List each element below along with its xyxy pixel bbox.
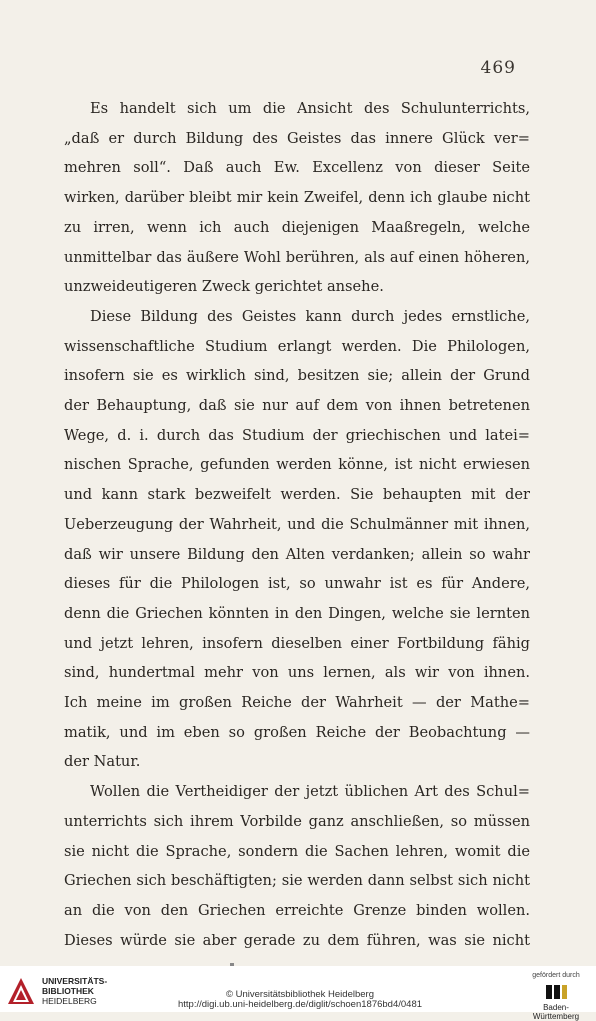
- footer: [0, 966, 596, 1021]
- text-line: Dieses würde sie aber gerade zu dem führen, was sie nicht: [64, 931, 530, 949]
- source-url[interactable]: http://digi.ub.uni-heidelberg.de/diglit/schoen1876bd4/0481: [177, 999, 423, 1010]
- text-line: nischen Sprache, gefunden werden könne, ist nicht erwiesen: [64, 456, 530, 474]
- text-line: der Natur.: [64, 753, 141, 771]
- text-line: „daß er durch Bildung des Geistes das innere Glück ver=: [64, 129, 530, 147]
- library-name-line1: UNIVERSITÄTS-: [42, 976, 108, 986]
- text-line: und jetzt lehren, insofern dieselben einer Fortbildung fähig: [64, 634, 530, 652]
- text-line: zu irren, wenn ich auch diejenigen Maaßregeln, welche: [64, 218, 530, 236]
- text-line: dieses für die Philologen ist, so unwahr ist es für Andere,: [64, 575, 530, 593]
- text-line: matik, und im eben so großen Reiche der Beobachtung —: [64, 723, 530, 741]
- text-line: und kann stark bezweifelt werden. Sie behaupten mit der: [64, 486, 530, 504]
- baden-wuerttemberg-icon: [543, 983, 569, 1001]
- text-line: daß wir unsere Bildung den Alten verdanken; allein so wahr: [64, 545, 530, 563]
- funder-logo: [524, 972, 588, 1021]
- text-line: Wollen die Vertheidiger der jetzt üblichen Art des Schul=: [90, 783, 530, 801]
- library-emblem-icon: [6, 976, 36, 1006]
- text-line: mehren soll“. Daß auch Ew. Excellenz von dieser Seite: [64, 159, 530, 177]
- library-logo: [6, 976, 107, 1006]
- text-line: Ueberzeugung der Wahrheit, und die Schulmänner mit ihnen,: [64, 515, 530, 533]
- copyright-notice: © Universitätsbibliothek Heidelberg: [226, 989, 374, 1000]
- text-line: an die von den Griechen erreichte Grenze binden wollen.: [64, 901, 530, 919]
- text-line: insofern sie es wirklich sind, besitzen sie; allein der Grund: [64, 367, 530, 385]
- text-line: sind, hundertmal mehr von uns lernen, als wir von ihnen.: [64, 664, 530, 682]
- funded-by-label: gefördert durch: [532, 972, 580, 979]
- text-line: Ich meine im großen Reiche der Wahrheit — der Mathe=: [64, 694, 530, 712]
- page-number: 469: [480, 58, 516, 78]
- text-line: unmittelbar das äußere Wohl berühren, als auf einen höheren,: [64, 248, 530, 266]
- text-line: Griechen sich beschäftigten; sie werden dann selbst sich nicht: [64, 872, 530, 890]
- body-text: [64, 94, 530, 955]
- text-line: sie nicht die Sprache, sondern die Sachen lehren, womit die: [64, 842, 530, 860]
- text-line: Diese Bildung des Geistes kann durch jedes ernstliche,: [90, 307, 530, 325]
- text-line: unterrichts sich ihrem Vorbilde ganz anschließen, so müssen: [64, 812, 530, 830]
- text-line: denn die Griechen könnten in den Dingen, welche sie lernten: [64, 604, 530, 622]
- text-line: der Behauptung, daß sie nur auf dem von ihnen betretenen: [64, 397, 530, 415]
- text-line: Wege, d. i. durch das Studium der griechischen und latei=: [64, 426, 530, 444]
- text-line: Es handelt sich um die Ansicht des Schulunterrichts,: [90, 100, 530, 117]
- text-line: unzweideutigeren Zweck gerichtet ansehe.: [64, 278, 384, 296]
- text-line: wissenschaftliche Studium erlangt werden. Die Philologen,: [64, 337, 530, 355]
- text-line: wirken, darüber bleibt mir kein Zweifel, denn ich glaube nicht: [64, 189, 530, 207]
- funder-name: Baden-Württemberg: [532, 1003, 580, 1021]
- library-name-line2: BIBLIOTHEK: [42, 986, 94, 996]
- library-name-line3: HEIDELBERG: [42, 996, 97, 1006]
